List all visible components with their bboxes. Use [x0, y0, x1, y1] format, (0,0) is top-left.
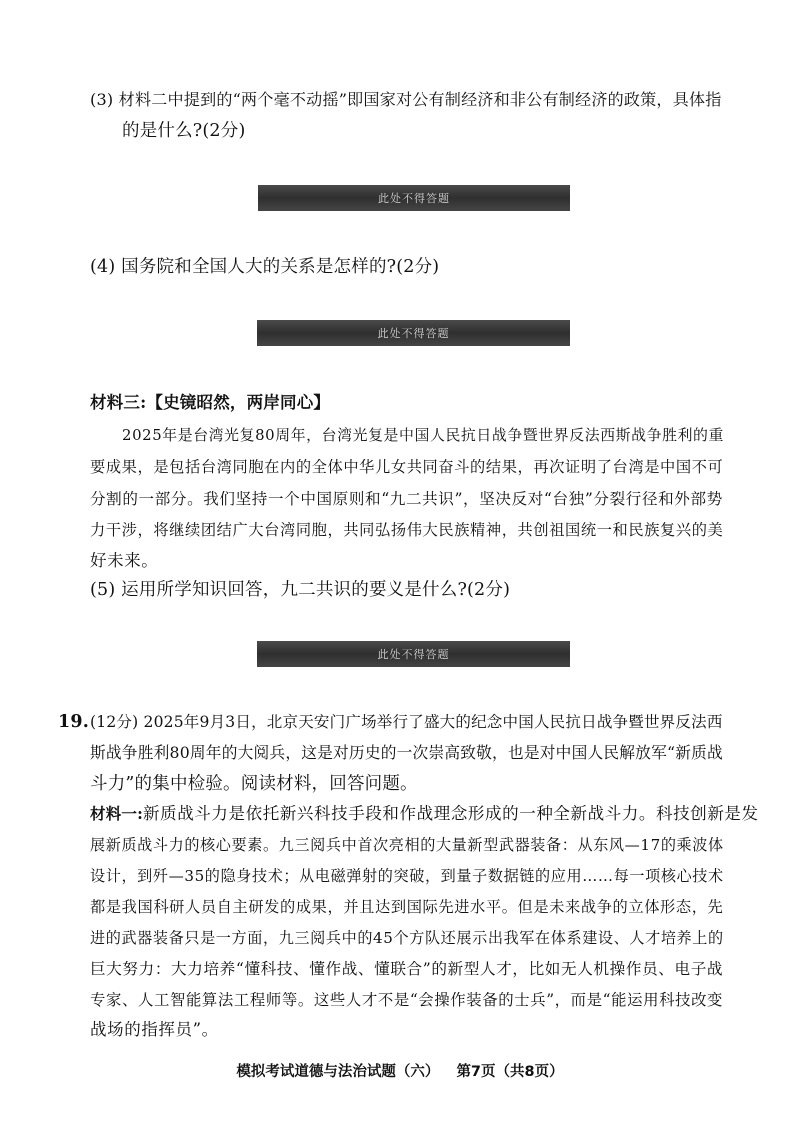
no-answer-stripe-2	[257, 320, 570, 346]
no-answer-stripe-1	[258, 185, 570, 211]
question-3-line-1: (3) 材料二中提到的“两个毫不动摇”即国家对公有制经济和非公有制经济的政策，具体指	[90, 90, 722, 109]
stripe-label: 此处不得答题	[377, 327, 450, 340]
material-1-line-5: 进的武器装备只是一方面，九三阅兵中的45个方队还展示出我军在体系建设、人才培养上的	[90, 929, 724, 947]
page-footer	[0, 1060, 800, 1081]
material-3-title: 材料三:【史镜昭然，两岸同心】	[90, 393, 331, 412]
question-5: (5) 运用所学知识回答，九二共识的要义是什么?(2分)	[90, 580, 511, 600]
material-1-line-3: 设计，到歼—35的隐身技术；从电磁弹射的突破，到量子数据链的应用……每一项核心技术	[90, 867, 724, 885]
question-19-line-3: 斗力”的集中检验。阅读材料，回答问题。	[90, 774, 418, 794]
question-19-number: 19.	[58, 712, 90, 732]
material-1-line-6: 巨大努力：大力培养“懂科技、懂作战、懂联合”的新型人才，比如无人机操作员、电子战	[90, 960, 724, 978]
material-3-line-2: 要成果，是包括台湾同胞在内的全体中华儿女共同奋斗的结果，再次证明了台湾是中国不可	[90, 458, 724, 476]
question-19-line-1: (12分) 2025年9月3日，北京天安门广场举行了盛大的纪念中国人民抗日战争暨世界反法西	[90, 713, 723, 731]
stripe-label: 此处不得答题	[377, 648, 450, 661]
question-4: (4) 国务院和全国人大的关系是怎样的?(2分)	[90, 257, 440, 277]
material-1-line-7: 专家、人工智能算法工程师等。这些人才不是“会操作装备的士兵”，而是“能运用科技改变	[90, 991, 724, 1009]
question-19-line-2: 斯战争胜利80周年的大阅兵，这是对历史的一次崇高致敬，也是对中国人民解放军“新质战	[90, 743, 723, 762]
no-answer-stripe-3	[257, 641, 570, 667]
material-1-line-2: 展新质战斗力的核心要素。九三阅兵中首次亮相的大量新型武器装备：从东风—17的乘波体	[90, 836, 724, 854]
footer-page-number: 第7页（共8页）	[456, 1064, 564, 1080]
material-3-line-4: 力干涉，将继续团结广大台湾同胞，共同弘扬伟大民族精神，共创祖国统一和民族复兴的美	[90, 521, 724, 539]
material-3-line-3: 分割的一部分。我们坚持一个中国原则和“九二共识”，坚决反对“台独”分裂行径和外部势	[90, 490, 723, 508]
material-1-label: 材料一:	[90, 804, 144, 823]
material-1-line-8: 战场的指挥员”。	[90, 1020, 219, 1039]
footer-title: 模拟考试道德与法治试题（六）	[236, 1064, 440, 1080]
material-1-line-4: 都是我国科研人员自主研发的成果，并且达到国际先进水平。但是未来战争的立体形态，先	[90, 898, 724, 916]
stripe-label: 此处不得答题	[378, 192, 450, 205]
question-3-line-2: 的是什么?(2分)	[122, 121, 246, 141]
material-3-line-5: 好未来。	[90, 551, 159, 570]
material-1-text: 新质战斗力是依托新兴科技手段和作战理念形成的一种全新战斗力。科技创新是发	[143, 804, 759, 823]
material-1-line-1	[90, 802, 759, 826]
material-3-line-1: 2025年是台湾光复80周年，台湾光复是中国人民抗日战争暨世界反法西斯战争胜利的重	[122, 426, 725, 444]
